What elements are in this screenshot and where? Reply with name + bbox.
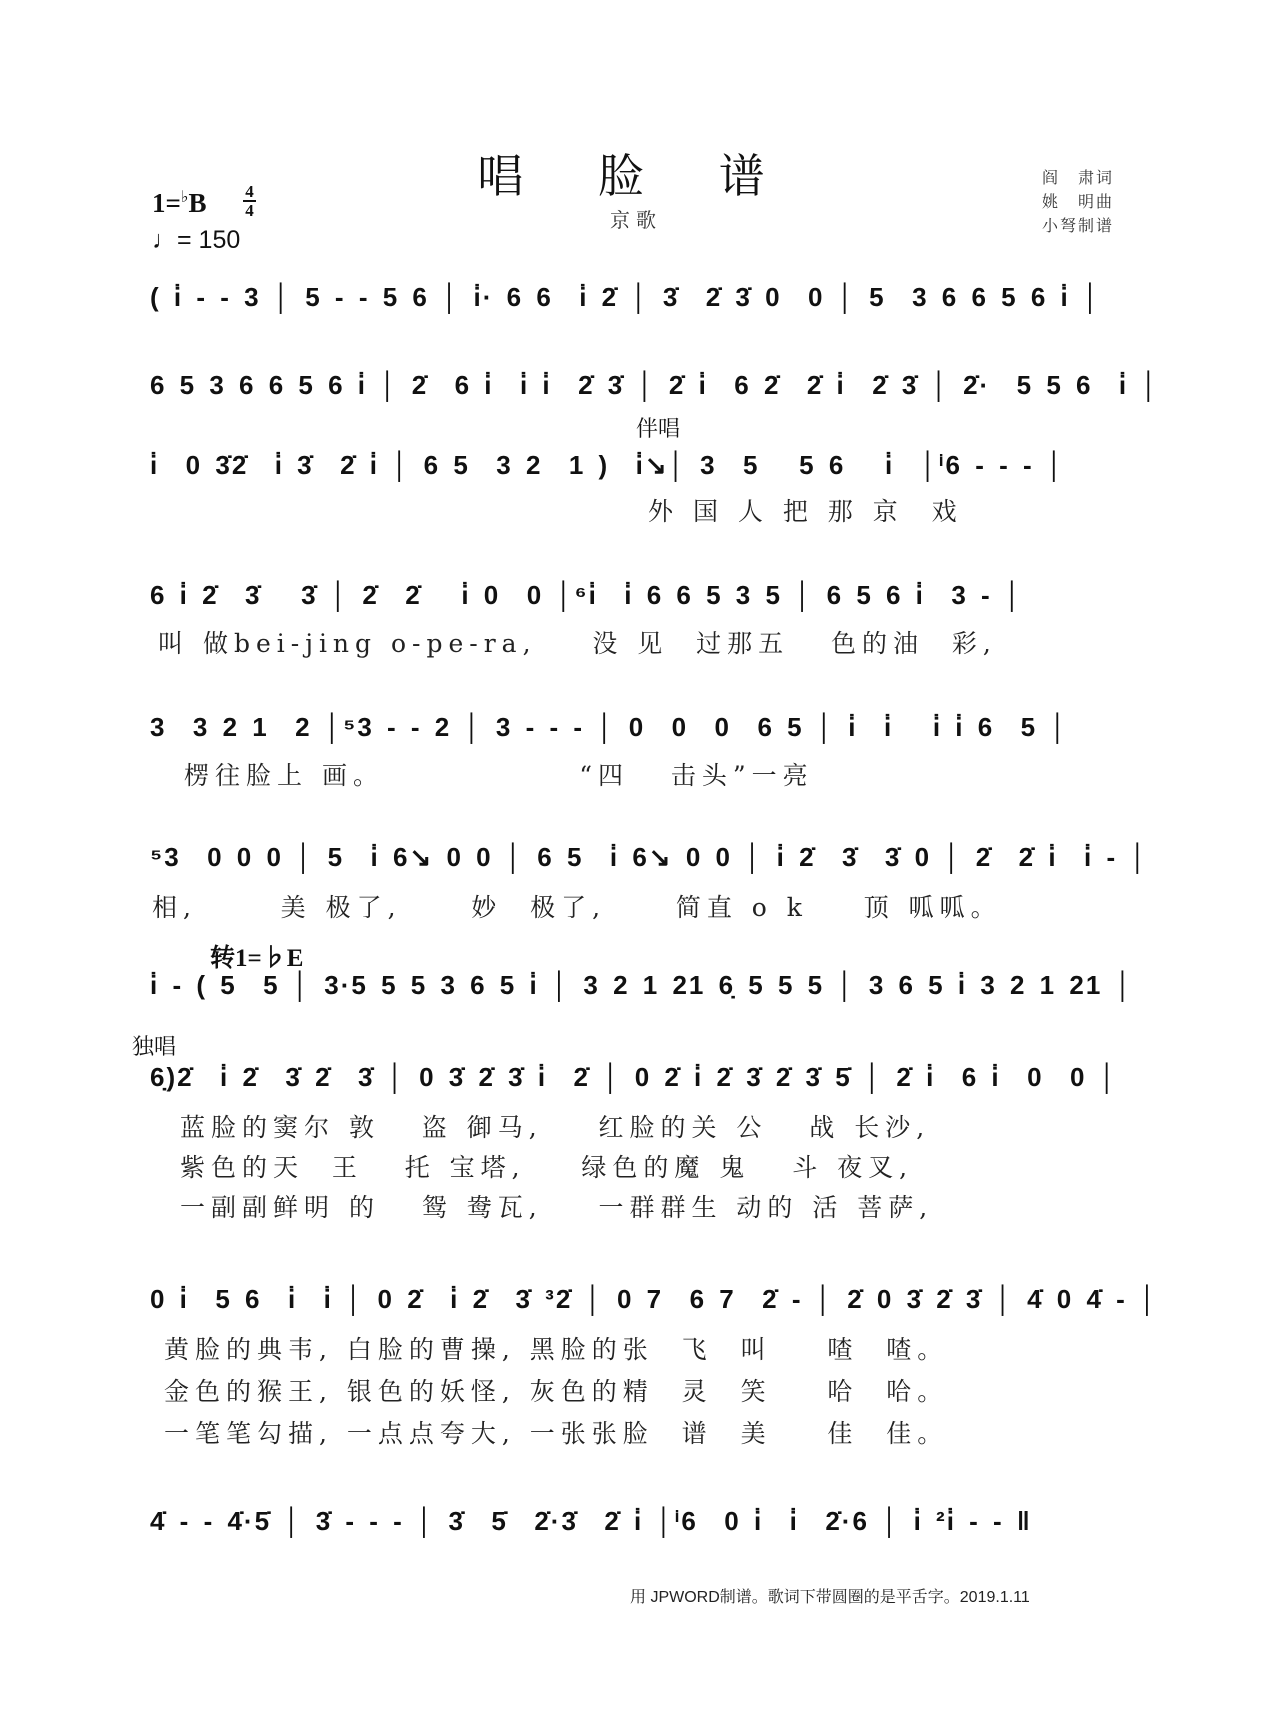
time-bottom: 4: [245, 201, 254, 220]
composer: 姚 明曲: [1041, 192, 1114, 211]
notes: ( i̇ - - 3 │ 5 - - 5 6 │ i̇· 6 6 i̇ 2̇ │ 3̇ 2̇ 3̇ 0 0 │ 5 3 6 6 5 6 i̇ │: [150, 282, 1102, 312]
staff-row-1: [150, 282, 1112, 328]
notes: 3 3 2 1 2 │⁵3 - - 2 │ 3 - - - │ 0 0 0 6 5 │ i̇ i̇ i̇ i̇ 6 5 │: [150, 712, 1069, 742]
credits: [1042, 166, 1114, 238]
staff-row-6: [150, 842, 1149, 888]
lyric-verse-2: 金色的猴王, 银色的妖怪, 灰色的精 灵 笑 哈 哈。: [164, 1377, 949, 1406]
transcriber: 小弩制谱: [1041, 216, 1114, 235]
notes: 6̣)2̇ i̇ 2̇ 3̇ 2̇ 3̇ │ 0 3̇ 2̇ 3̇ i̇ 2̇ │ 0 2̇ i̇ 2̇ 3̇ 2̇ 3̇ 5̇ │ 2̇ i̇ 6 i̇ 0 0 │: [150, 1062, 1118, 1092]
song-genre: 京歌: [610, 208, 662, 232]
lyric-line: 外 国 人 把 那 京 戏: [648, 497, 963, 526]
tempo-marking: ♩= 150: [152, 226, 241, 254]
notes: i̇ - ( 5 5 │ 3·5 5 5 3 6 5 i̇ │ 3 2 1 21 6̣ 5 5 5 │ 3 6 5 i̇ 3 2 1 21 │: [150, 970, 1134, 1000]
flat-icon: ♭: [180, 189, 189, 206]
footnote: 用 JPWORD制谱。歌词下带圆圈的是平舌字。2019.1.11: [630, 1589, 1030, 1606]
modulation-label: 转1=♭E: [210, 945, 304, 972]
chorus-label: 伴唱: [636, 417, 681, 442]
staff-row-9: [150, 1284, 1159, 1330]
staff-row-8: [150, 1062, 1118, 1108]
notes: 4̇ - - 4̇·5̇ │ 3̇ - - - │ 3̇ 5̇ 2̇·3̇ 2̇ i̇ │ⁱ6 0 i̇ i̇ 2̇·6 │ i̇ ²i̇ - - ‖: [150, 1506, 1032, 1536]
lyric-line: 相, 美 极了, 妙 极了, 简直 o k 顶 呱呱。: [152, 893, 1002, 922]
lyric-verse-3: 一副副鲜明 的 鸳 鸯瓦, 一群群生 动的 活 菩萨,: [180, 1193, 934, 1222]
key-signature: [152, 187, 206, 219]
time-top: 4: [245, 182, 254, 201]
notes: i̇ 0 3̇2̇ i̇ 3̇ 2̇ i̇ │ 6 5 3 2 1 ) i̇↘│ 3 5 5 6 i̇ │ⁱ6 - - - │: [150, 450, 1066, 480]
staff-row-7: [150, 970, 1134, 1016]
notes: ⁵3 0 0 0 │ 5 i̇ 6↘ 0 0 │ 6 5 i̇ 6↘ 0 0 │ i̇ 2̇ 3̇ 3̇ 0 │ 2̇ 2̇ i̇ i̇ - │: [150, 842, 1149, 872]
staff-row-5: [150, 712, 1112, 758]
notes: 0 i̇ 5 6 i̇ i̇ │ 0 2̇ i̇ 2̇ 3̇ ³2̇ │ 0 7 6 7 2̇ - │ 2̇ 0 3̇ 2̇ 3̇ │ 4̇ 0 4̇ - │: [150, 1284, 1159, 1314]
notes: 6 5 3 6 6 5 6 i̇ │ 2̇ 6 i̇ i̇ i̇ 2̇ 3̇ │ 2̇ i̇ 6 2̇ 2̇ i̇ 2̇ 3̇ │ 2̇· 5 5 6 i̇ │: [150, 370, 1160, 400]
lyric-verse-1: 黄脸的典韦, 白脸的曹操, 黑脸的张 飞 叫 喳 喳。: [164, 1335, 949, 1364]
lyric-verse-2: 紫色的天 王 托 宝塔, 绿色的魔 鬼 斗 夜叉,: [180, 1153, 914, 1182]
song-title: 唱 脸 谱: [477, 149, 795, 203]
solo-label: 独唱: [132, 1035, 177, 1060]
notes: 6 i̇ 2̇ 3̇ 3̇ │ 2̇ 2̇ i̇ 0 0 │⁶i̇ i̇ 6 6 5 3 5 │ 6 5 6 i̇ 3 - │: [150, 580, 1024, 610]
staff-row-3: [150, 450, 1112, 496]
staff-row-10: [150, 1506, 1112, 1552]
key-label: 1=: [152, 188, 181, 218]
staff-row-4: [150, 580, 1112, 626]
lyricist: 阎 肃词: [1041, 168, 1114, 187]
lyric-verse-3: 一笔笔勾描, 一点点夸大, 一张张脸 谱 美 佳 佳。: [164, 1419, 949, 1448]
lyric-line: 叫 做bei-jing o-pe-ra, 没 见 过那五 色的油 彩,: [158, 629, 997, 658]
key-note: B: [188, 188, 207, 218]
time-signature: [243, 184, 256, 218]
lyric-verse-1: 蓝脸的窦尔 敦 盗 御马, 红脸的关 公 战 长沙,: [180, 1113, 931, 1142]
staff-row-2: [150, 370, 1160, 416]
lyric-line: 楞往脸上 画。 “四 击头”一亮: [184, 761, 814, 790]
